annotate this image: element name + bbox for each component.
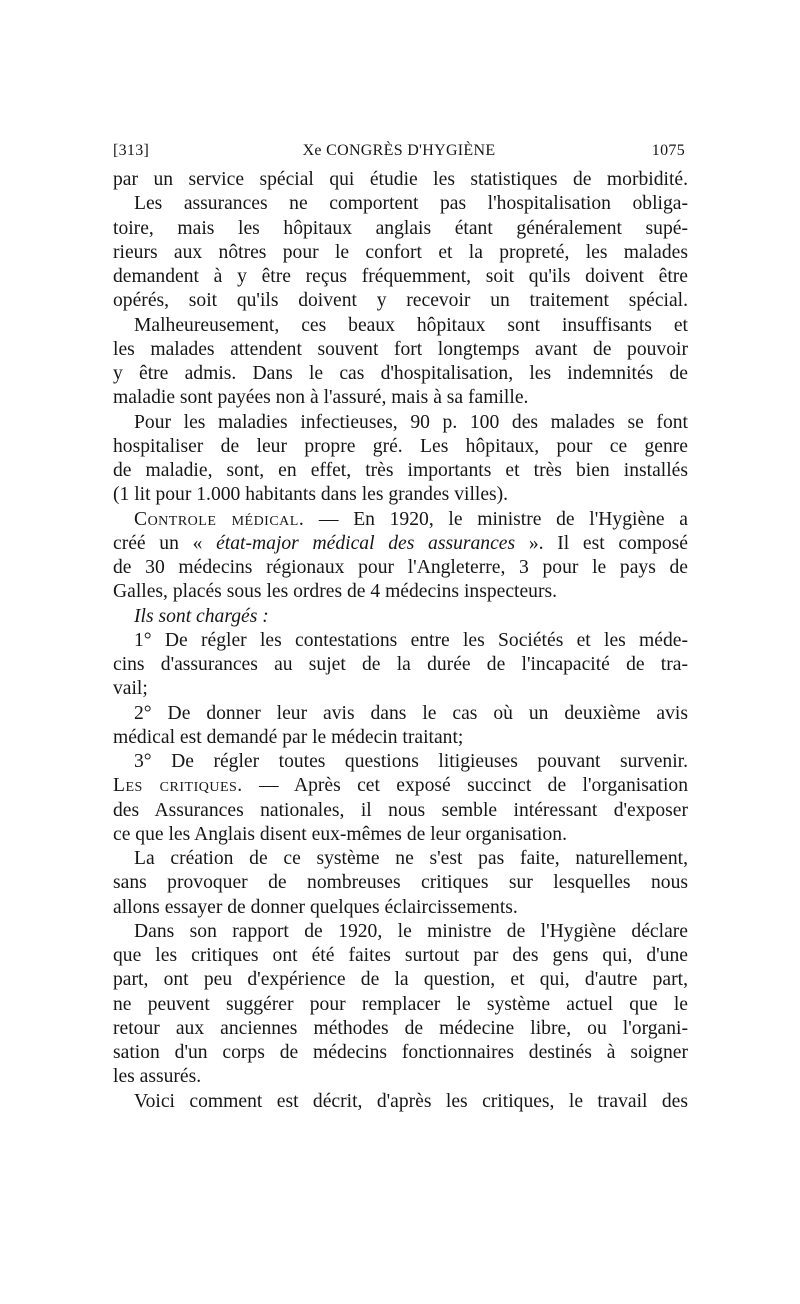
text-line: par un service spécial qui étudie les statistiques de morbidité. <box>113 169 688 190</box>
text-line: ne peuvent suggérer pour remplacer le système actuel que le <box>113 993 688 1015</box>
text-line: Pour les maladies infectieuses, 90 p. 100 des malades se font <box>134 411 688 433</box>
text-run: — Après cet exposé succinct de l'organisation <box>242 775 688 797</box>
text-line: Ils sont chargés : <box>134 605 269 627</box>
page-number: 1075 <box>651 142 685 159</box>
section-heading-les-critiques: Les critiques. <box>113 775 243 797</box>
text-line: sation d'un corps de médecins fonctionnaires destinés à soigner <box>113 1042 688 1063</box>
list-item-1: 1° De régler les contestations entre les Sociétés et les méde- <box>134 629 688 651</box>
text-line: vail; <box>113 678 148 700</box>
text-line: des Assurances nationales, il nous semble intéressant d'exposer <box>113 799 688 821</box>
running-header <box>113 142 685 164</box>
text-run: créé un « <box>113 532 217 554</box>
text-line: ce que les Anglais disent eux-mêmes de leur organisation. <box>113 823 567 845</box>
italic-quote: état-major médical des assurances <box>216 532 516 554</box>
text-line: Les assurances ne comportent pas l'hospitalisation obliga- <box>134 193 688 215</box>
text-line: maladie sont payées non à l'assuré, mais à sa famille. <box>113 387 529 409</box>
text-line: Dans son rapport de 1920, le ministre de l'Hygiène déclare <box>134 920 688 942</box>
text-line: de 30 médecins régionaux pour l'Angleterre, 3 pour le pays de <box>113 557 688 578</box>
text-line <box>113 774 688 798</box>
text-line: Voici comment est décrit, d'après les critiques, le travail des <box>134 1090 688 1112</box>
text-run: — En 1920, le ministre de l'Hygiène a <box>304 508 689 530</box>
text-line: toire, mais les hôpitaux anglais étant généralement supé- <box>113 217 688 239</box>
text-line: hospitaliser de leur propre gré. Les hôpitaux, pour ce genre <box>113 435 688 457</box>
text-line: cins d'assurances au sujet de la durée de l'incapacité de tra- <box>113 654 688 675</box>
text-line: y être admis. Dans le cas d'hospitalisation, les indemnités de <box>113 363 688 384</box>
text-line: (1 lit pour 1.000 habitants dans les grandes villes). <box>113 484 509 506</box>
list-item-3: 3° De régler toutes questions litigieuses pouvant survenir. <box>134 751 688 772</box>
text-line: La création de ce système ne s'est pas faite, naturellement, <box>134 848 688 869</box>
text-line <box>113 532 688 556</box>
text-line: retour aux anciennes méthodes de médecine libre, ou l'organi- <box>113 1017 688 1039</box>
body-text <box>113 168 688 1114</box>
text-line: opérés, soit qu'ils doivent y recevoir un traitement spécial. <box>113 290 688 312</box>
list-item-2: 2° De donner leur avis dans le cas où un deuxième avis <box>134 702 688 724</box>
text-line: demandent à y être reçus fréquemment, soit qu'ils doivent être <box>113 266 688 287</box>
text-line: Galles, placés sous les ordres de 4 médecins inspecteurs. <box>113 581 557 603</box>
text-run: ». Il est composé <box>515 532 688 554</box>
text-line: rieurs aux nôtres pour le confort et la propreté, les malades <box>113 241 688 263</box>
running-title: Xe CONGRÈS D'HYGIÈNE <box>302 142 496 159</box>
text-line: les malades attendent souvent fort longtemps avant de pouvoir <box>113 338 688 360</box>
text-line: les assurés. <box>113 1066 202 1088</box>
text-line: part, ont peu d'expérience de la question, et qui, d'autre part, <box>113 969 688 991</box>
text-line <box>113 508 688 532</box>
text-line: Malheureusement, ces beaux hôpitaux sont insuffisants et <box>134 314 688 336</box>
text-line: sans provoquer de nombreuses critiques sur lesquelles nous <box>113 872 688 894</box>
section-heading-controle-medical: Controle médical. <box>134 508 305 530</box>
text-line: allons essayer de donner quelques éclaircissements. <box>113 896 518 918</box>
bracket-page-ref: [313] <box>113 142 150 159</box>
text-line: que les critiques ont été faites surtout par des gens qui, d'une <box>113 945 688 966</box>
text-line: médical est demandé par le médecin traitant; <box>113 726 464 748</box>
text-line: de maladie, sont, en effet, très importants et très bien installés <box>113 460 688 481</box>
